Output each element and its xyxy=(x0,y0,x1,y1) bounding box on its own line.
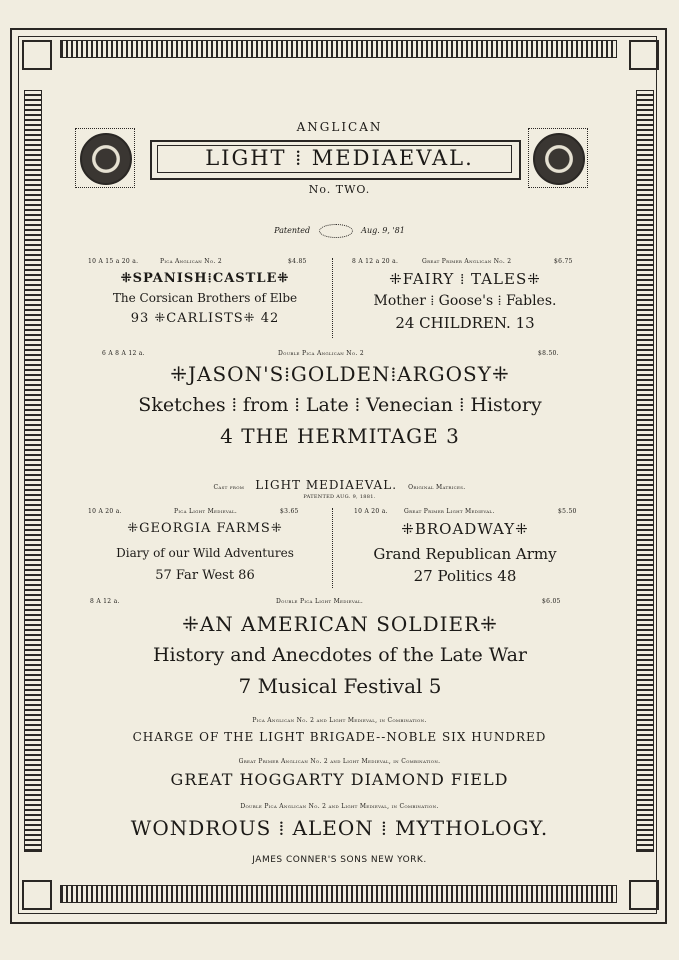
header-title-left: LIGHT xyxy=(205,146,287,170)
patent-ornament-icon xyxy=(319,224,353,238)
combo3-caption: Double Pica Anglican No. 2 and Light Medieval, in Combination. xyxy=(240,803,439,810)
specimen-line-1: ⁜JASON'S⁞GOLDEN⁞ARGOSY⁜ xyxy=(170,362,510,386)
header-arc-top: ANGLICAN xyxy=(296,120,383,134)
spec-quantity: 6 A 8 A 12 a. xyxy=(102,350,145,357)
specimen-line-3: 24 CHILDREN. 13 xyxy=(395,314,535,332)
combo2-line: GREAT HOGGARTY DIAMOND FIELD xyxy=(170,770,509,789)
spec-quantity: 10 A 15 a 20 a. xyxy=(88,258,139,265)
spec-name: Double Pica Light Medieval. xyxy=(276,598,364,605)
section2 xyxy=(80,346,600,456)
header-title-separator: ⁞ xyxy=(295,146,304,170)
specimen-line-3: 27 Politics 48 xyxy=(413,567,517,585)
section1-left xyxy=(80,256,330,336)
section1-right xyxy=(340,256,590,336)
specimen-line-2: History and Anecdotes of the Late War xyxy=(152,644,528,666)
spec-name: Pica Light Medieval. xyxy=(174,508,238,515)
patent-right: Aug. 9, '81 xyxy=(361,226,405,235)
specimen-line-1: ⁜BROADWAY⁜ xyxy=(401,520,529,538)
specimen-line-3: 7 Musical Festival 5 xyxy=(238,674,442,698)
corner-ornament-top-right xyxy=(629,40,659,70)
corner-ornament-bottom-right xyxy=(629,880,659,910)
corner-ornament-bottom-left xyxy=(22,880,52,910)
spec-quantity: 10 A 20 a. xyxy=(88,508,122,515)
corner-ornament-top-left xyxy=(22,40,52,70)
section3-right xyxy=(340,506,590,586)
spec-price: $3.65 xyxy=(280,508,299,515)
combo1-line: CHARGE OF THE LIGHT BRIGADE--NOBLE SIX HUNDRED xyxy=(132,730,547,744)
spec-price: $4.85 xyxy=(288,258,307,265)
top-rule-ornament xyxy=(60,40,617,58)
cast-line-title: LIGHT MEDIAEVAL. xyxy=(255,478,398,492)
spec-quantity: 10 A 20 a. xyxy=(354,508,388,515)
cast-line-left: Cast from xyxy=(213,484,245,491)
spec-name: Great Primer Anglican No. 2 xyxy=(422,258,512,265)
specimen-line-1: ⁜SPANISH⁞CASTLE⁜ xyxy=(120,271,290,286)
section3-left xyxy=(80,506,330,586)
specimen-line-3: 57 Far West 86 xyxy=(155,568,255,583)
specimen-line-2: The Corsican Brothers of Elbe xyxy=(112,291,298,305)
combo2-caption: Great Primer Anglican No. 2 and Light Medieval, in Combination. xyxy=(238,758,441,765)
section1-divider xyxy=(332,258,333,338)
specimen-line-2: Mother ⁞ Goose's ⁞ Fables. xyxy=(373,293,557,309)
combo1-caption: Pica Anglican No. 2 and Light Medieval, in Combination. xyxy=(252,717,427,724)
spec-price: $6.75 xyxy=(554,258,573,265)
bottom-rule-ornament xyxy=(60,885,617,903)
specimen-line-2: Grand Republican Army xyxy=(373,545,557,563)
specimen-line-1: ⁜GEORGIA FARMS⁜ xyxy=(127,521,283,536)
header-arc-bottom: No. TWO. xyxy=(308,183,371,196)
cast-line-patent: PATENTED AUG. 9, 1881. xyxy=(303,494,376,500)
combo3-line: WONDROUS ⁞ ALEON ⁞ MYTHOLOGY. xyxy=(130,816,549,840)
header-title-right: MEDIAEVAL. xyxy=(311,146,474,170)
header-title xyxy=(0,146,679,171)
spec-price: $5.50 xyxy=(558,508,577,515)
spec-quantity: 8 A 12 a. xyxy=(90,598,120,605)
specimen-line-3: 4 THE HERMITAGE 3 xyxy=(220,424,460,448)
section4 xyxy=(80,594,600,704)
spec-name: Great Primer Light Medieval. xyxy=(404,508,495,515)
patent-left: Patented xyxy=(274,226,311,235)
cast-line-right: Original Matrices. xyxy=(408,484,466,491)
specimen-line-2: Diary of our Wild Adventures xyxy=(116,546,294,560)
section3-divider xyxy=(332,508,333,588)
spec-price: $8.50. xyxy=(538,350,559,357)
specimen-line-1: ⁜AN AMERICAN SOLDIER⁜ xyxy=(182,612,498,636)
spec-name: Double Pica Anglican No. 2 xyxy=(278,350,364,357)
specimen-line-1: ⁜FAIRY ⁞ TALES⁜ xyxy=(389,270,541,288)
footer-imprint: JAMES CONNER'S SONS NEW YORK. xyxy=(252,855,427,865)
patent-line xyxy=(0,224,679,238)
spec-name: Pica Anglican No. 2 xyxy=(160,258,222,265)
specimen-line-2: Sketches ⁞ from ⁞ Late ⁞ Venecian ⁞ History xyxy=(138,394,542,416)
spec-price: $6.05 xyxy=(542,598,561,605)
spec-quantity: 8 A 12 a 20 a. xyxy=(352,258,399,265)
cast-line xyxy=(0,474,679,493)
specimen-line-3: 93 ⁜CARLISTS⁜ 42 xyxy=(130,311,280,326)
